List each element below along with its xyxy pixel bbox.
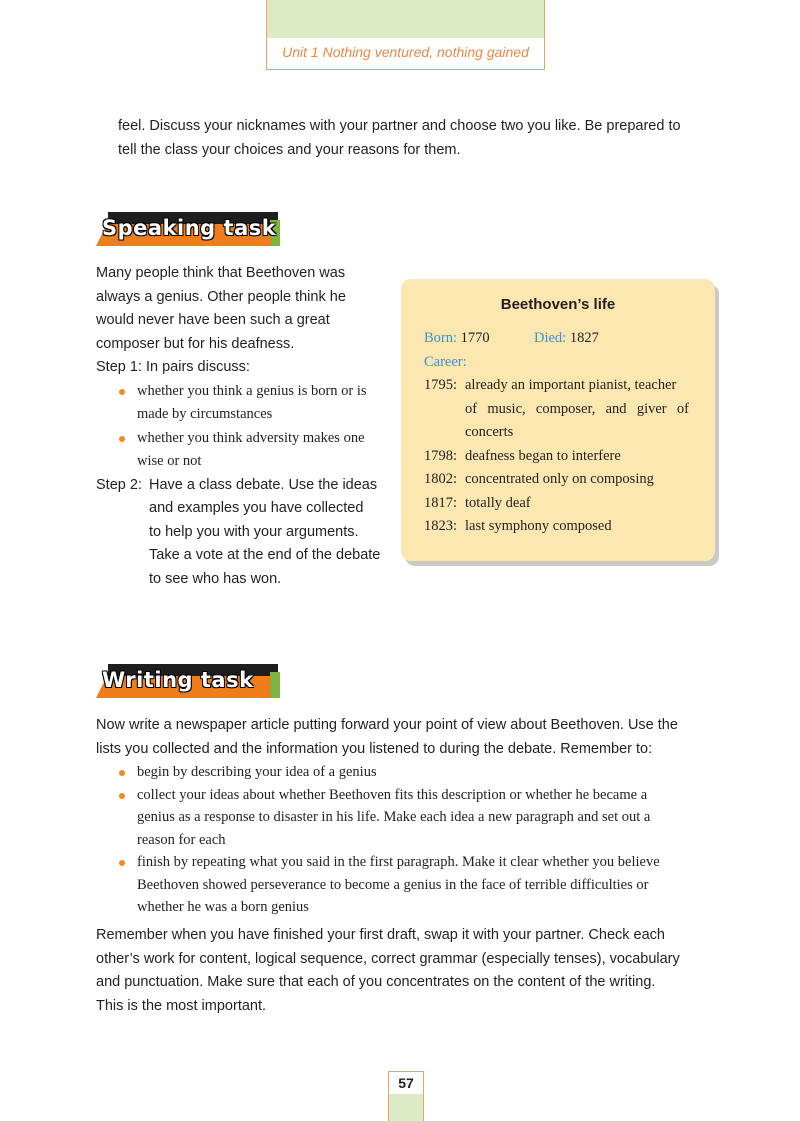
writing-line: lists you collected and the information you listened to during the debate. Remember to: [96,740,653,757]
step2-block [96,474,391,592]
bullet-icon [119,793,125,799]
entry-year: 1817: [424,495,458,511]
speaking-line: always a genius. Other people think he [96,288,346,305]
writing-line: Remember when you have finished your first draft, swap it with your partner. Check each [96,927,665,943]
list-item [137,851,660,919]
list-item [137,427,391,474]
writing-line: other’s work for content, logical sequence, correct grammar (especially tenses), vocabulary [96,950,680,967]
speaking-line: Many people think that Beethoven was [96,265,346,281]
entry-text: totally deaf [465,495,531,511]
writing-line: and punctuation. Make sure that each of you concentrates on the content of the writing. [96,974,656,990]
step2-line: Have a class debate. Use the ideas [149,476,378,493]
writing-task-heading [96,664,286,698]
page-number-tab [388,1071,424,1121]
list-item [137,380,391,427]
unit-header [266,0,545,70]
page-number: 57 [398,1075,414,1091]
born-value: 1770 [460,330,490,346]
step2-line: and examples you have collected [149,500,364,516]
writing-intro [96,714,678,761]
bullet-line: reason for each [137,831,226,848]
step1-label: Step 1: In pairs discuss: [96,359,250,375]
died-label: Died: [534,330,567,346]
bullet-line: made by circumstances [137,406,273,422]
entry-year: 1802: [424,471,458,487]
entry-text: already an important pianist, teacher [465,377,677,393]
beethoven-life-box [401,279,715,561]
bullet-line: genius as a response to disaster in his life. Make each idea a new paragraph and set out a [137,809,651,825]
bullet-line: Beethoven showed perseverance to become a genius in the face of terrible difficulties or [137,876,649,893]
writing-bullets [137,761,660,919]
writing-task-title: Writing task [102,668,254,692]
career-label: Career: [424,354,467,370]
speaking-line: composer but for his deafness. [96,335,295,352]
bullet-line: whether he was a born genius [137,899,309,915]
died-row [534,330,599,347]
step1-bullets [137,380,391,474]
bullet-icon [119,436,125,442]
speaking-paragraph [96,262,391,591]
speaking-task-heading [96,212,286,246]
bullet-icon [119,389,125,395]
bullet-line: finish by repeating what you said in the first paragraph. Make it clear whether you believe [137,854,660,870]
entry-text: last symphony composed [465,518,612,534]
intro-line: feel. Discuss your nicknames with your partner and choose two you like. Be prepared to [118,118,681,134]
writing-closing [96,924,680,1018]
writing-line: Now write a newspaper article putting forward your point of view about Beethoven. Use the [96,717,678,733]
bullet-line: collect your ideas about whether Beethoven fits this description or whether he became a [137,786,648,803]
box-title: Beethoven’s life [500,296,616,313]
speaking-task-title: Speaking task [102,216,277,240]
step2-line: to help you with your arguments. [149,523,359,540]
intro-paragraph [118,115,681,162]
step2-line: Take a vote at the end of the debate [149,547,381,563]
born-label: Born: [424,330,458,346]
writing-line: This is the most important. [96,997,267,1014]
entry-text: of music, composer, and giver of [465,401,689,417]
intro-line: tell the class your choices and your reasons for them. [118,141,461,158]
entry-text: concerts [465,424,514,440]
bullet-line: wise or not [137,453,202,469]
header-decoration [267,0,544,38]
list-item [137,761,660,784]
bullet-icon [119,860,125,866]
born-row [424,330,490,347]
entry-year: 1798: [424,448,458,464]
page-tab-decoration [389,1094,423,1121]
bullet-icon [119,770,125,776]
bullet-line: begin by describing your idea of a genius [137,764,377,780]
list-item [137,784,660,852]
died-value: 1827 [569,330,599,346]
entry-year: 1795: [424,377,458,393]
bullet-line: whether you think a genius is born or is [137,382,367,399]
bullet-line: whether you think adversity makes one [137,429,365,446]
entry-year: 1823: [424,518,458,534]
entry-text: concentrated only on composing [465,471,654,487]
step2-line: to see who has won. [149,570,282,587]
entry-text: deafness began to interfere [465,448,621,464]
speaking-line: would never have been such a great [96,312,330,328]
unit-title: Unit 1 Nothing ventured, nothing gained [282,44,529,60]
step2-label: Step 2: [96,476,142,493]
